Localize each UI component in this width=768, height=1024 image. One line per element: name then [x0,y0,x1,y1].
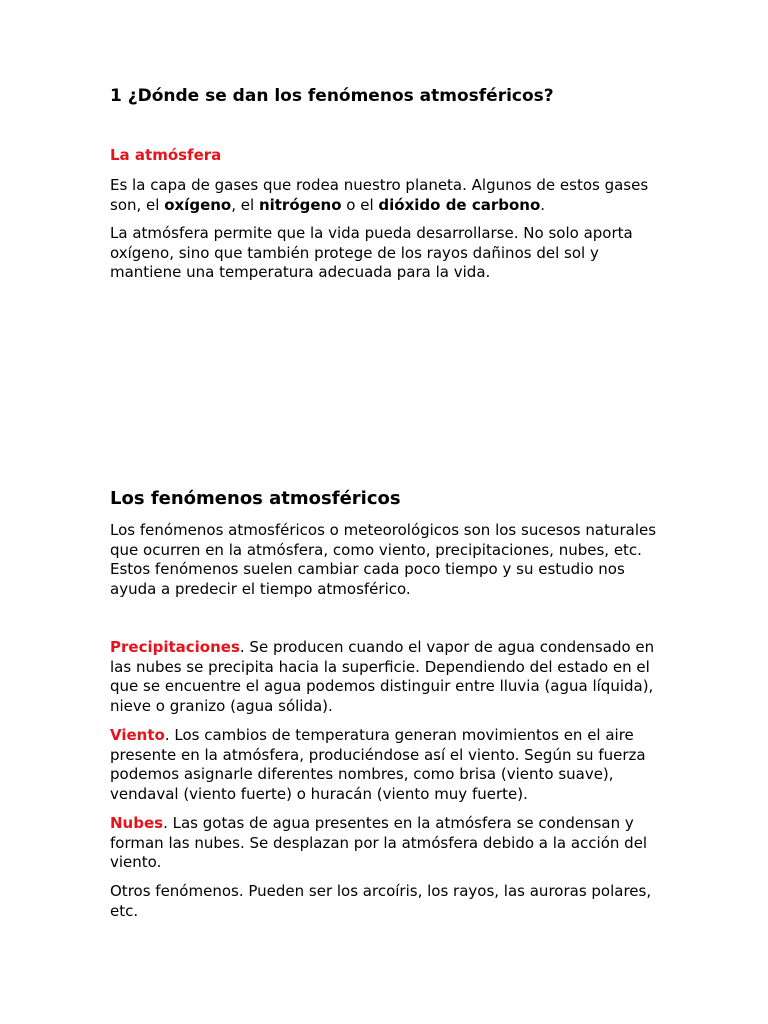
phenomena-heading: Los fenómenos atmosféricos [110,488,401,509]
atmosphere-definition-paragraph [110,176,670,215]
phenomena-intro-paragraph: Los fenómenos atmosféricos o meteorológicos son los sucesos naturales que ocurren en la atmósfera, como viento, precipitaciones, nubes, etc. Estos fenómenos suelen cambiar cada poco tiempo y su estudio nos ayuda a predecir el tiempo atmosférico. [110,521,657,598]
para-text: . Los cambios de temperatura generan movimientos en el aire presente en la atmósfera, produciéndose así el viento. Según su fuerza podemos asignarle diferentes nombres, como brisa (viento suave), vendaval (viento fuerte) o huracán (viento muy fuerte). [110,726,646,803]
bold-term-oxygen: oxígeno [164,195,232,214]
para-text: Es la capa de gases que rodea nuestro planeta. Algunos de estos gases son, el [110,176,649,214]
other-phenomena-paragraph: Otros fenómenos. Pueden ser los arcoíris, los rayos, las auroras polares, etc. [110,882,652,920]
term-clouds: Nubes [110,814,164,832]
bold-term-nitrogen: nitrógeno [258,195,342,214]
para-text: . [540,195,546,214]
question-title: 1 ¿Dónde se dan los fenómenos atmosféricos? [110,86,554,106]
term-precipitation: Precipitaciones [110,638,240,656]
para-text: . Se producen cuando el vapor de agua condensado en las nubes se precipita hacia la superficie. Dependiendo del estado en el que se encuentre el agua podemos distinguir entre lluvia (agua líquida), nieve o granizo (agua sólida). [110,638,655,715]
term-wind: Viento [110,726,165,744]
atmosphere-life-paragraph: La atmósfera permite que la vida pueda desarrollarse. No solo aporta oxígeno, sino que también protege de los rayos dañinos del sol y mantiene una temperatura adecuada para la vida. [110,224,633,281]
clouds-paragraph [110,814,670,873]
bold-term-co2: dióxido de carbono [378,195,541,214]
para-text: o el [341,195,379,214]
atmosphere-heading: La atmósfera [110,146,222,164]
para-text: . Las gotas de agua presentes en la atmósfera se condensan y forman las nubes. Se desplazan por la atmósfera debido a la acción del viento. [110,814,648,871]
wind-paragraph [110,726,670,804]
para-text: , el [231,195,259,214]
precipitation-paragraph [110,638,670,716]
